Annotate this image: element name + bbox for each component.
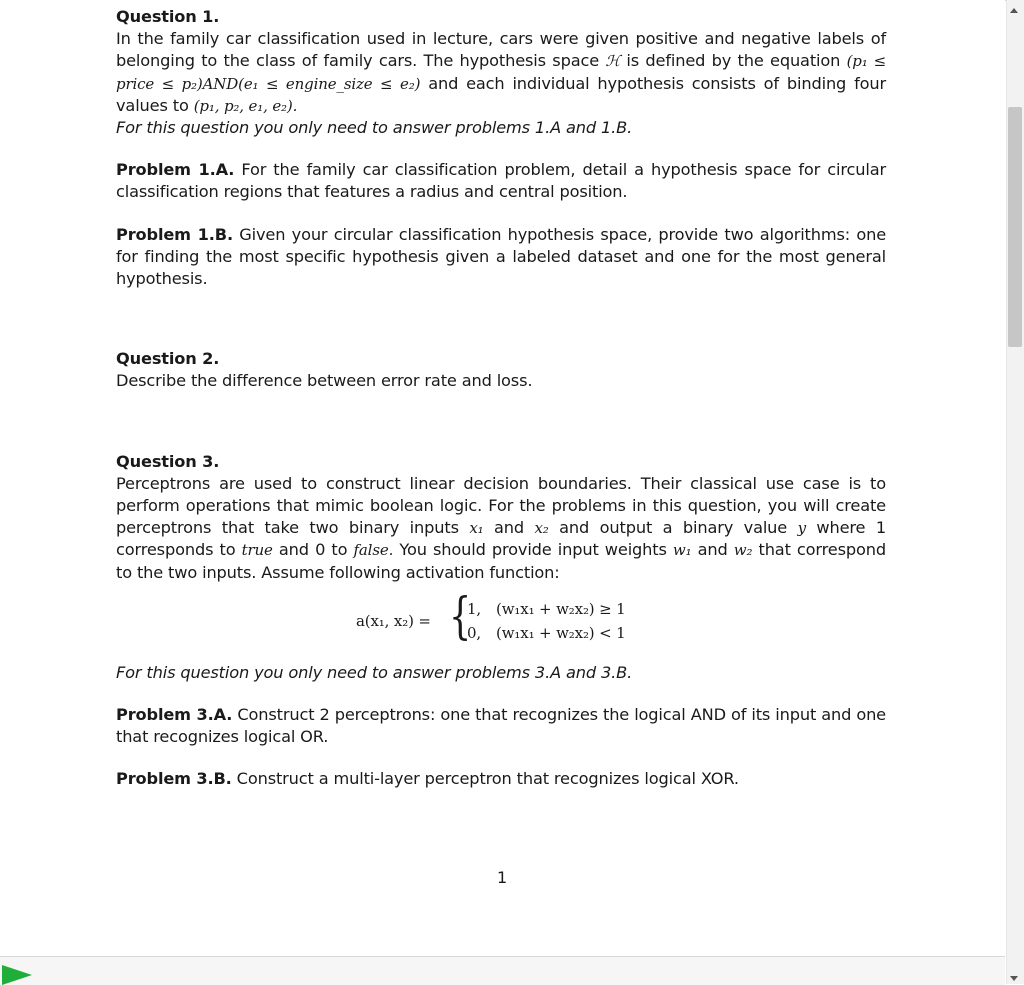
document-content <box>116 6 886 791</box>
hypothesis-space-symbol: ℋ <box>605 52 621 71</box>
problem-1a <box>116 159 886 203</box>
problem-1b-text: Given your circular classification hypothesis space, provide two algorithms: one for finding the most specific hypothesis given a labeled dataset and one for the most general hypothesis. <box>116 224 887 289</box>
problem-3a-label: Problem 3.A. <box>116 705 233 725</box>
problem-3b <box>116 768 886 790</box>
hypothesis-tuple: (p₁, p₂, e₁, e₂). <box>193 96 298 115</box>
problem-3b-text: Construct a multi-layer perceptron that recognizes logical XOR. <box>231 769 739 789</box>
scroll-down-arrow-icon[interactable] <box>1010 976 1018 981</box>
question-1-instruction: For this question you only need to answer problems 1.A and 1.B. <box>116 118 633 138</box>
q1-text-b: is defined by the equation <box>620 51 847 71</box>
q3-text-e: You should provide input weights <box>393 540 673 560</box>
problem-1a-text: For the family car classification problem, detail a hypothesis space for circular classification regions that features a radius and central position. <box>116 160 886 202</box>
question-1-body <box>116 28 886 117</box>
var-x1: x₁ <box>469 519 484 538</box>
bottom-toolbar <box>0 956 1005 985</box>
var-w2: w₂ <box>733 541 753 560</box>
q3-text-c: where 1 corresponds to <box>116 518 886 560</box>
page-number-text: 1 <box>497 868 508 887</box>
problem-1a-label: Problem 1.A. <box>116 160 235 180</box>
q1-text-a: In the family car classification used in lecture, cars were given positive and negative labels of belonging to the class of family cars. The hypothesis space <box>116 29 886 71</box>
activation-equation <box>116 586 886 654</box>
var-y: y <box>797 519 806 538</box>
problem-1b-label: Problem 1.B. <box>116 224 233 244</box>
question-3-instruction: For this question you only need to answer problems 3.A and 3.B. <box>116 662 633 682</box>
q3-text-f: that correspond to the two inputs. Assume following activation function: <box>116 540 886 582</box>
question-2-title: Question 2. <box>116 349 220 369</box>
question-3-title: Question 3. <box>116 451 220 471</box>
problem-1b <box>116 224 886 291</box>
problem-3a-text: Construct 2 perceptrons: one that recognizes the logical AND of its input and one that recognizes logical OR. <box>116 705 886 747</box>
word-false: false. <box>353 541 394 560</box>
q3-and-1: and <box>483 518 535 538</box>
q3-text-d: and 0 to <box>272 540 354 560</box>
equation-lhs: a(x₁, x₂) = <box>356 611 431 630</box>
equation-case-2-condition: (w₁x₁ + w₂x₂) < 1 <box>496 623 626 642</box>
q1-text-c: and each individual hypothesis consists of binding four values to <box>116 73 887 115</box>
play-icon[interactable] <box>2 965 32 985</box>
problem-3b-label: Problem 3.B. <box>116 769 232 789</box>
var-w1: w₁ <box>672 541 692 560</box>
scroll-up-arrow-icon[interactable] <box>1010 8 1018 13</box>
scrollbar-thumb[interactable] <box>1008 107 1022 347</box>
hypothesis-equation: (p₁ ≤ price ≤ p₂)AND(e₁ ≤ engine_size ≤ e₂) <box>116 52 887 93</box>
question-1-title: Question 1. <box>116 7 220 26</box>
q3-text-b: and output a binary value <box>548 518 798 538</box>
question-3-body <box>116 473 886 584</box>
equation-case-1-condition: (w₁x₁ + w₂x₂) ≥ 1 <box>496 599 626 618</box>
q3-and-2: and <box>691 540 734 560</box>
q3-text-a: Perceptrons are used to construct linear decision boundaries. Their classical use case is to perform operations that mimic boolean logic. For the problems in this question, you will create perceptrons that take two binary inputs <box>116 473 886 538</box>
problem-3a <box>116 704 886 748</box>
equation-case-1-value: 1, <box>467 599 482 618</box>
var-x2: x₂ <box>534 519 549 538</box>
equation-case-2-value: 0, <box>467 623 482 642</box>
equation-brace: { <box>449 586 472 645</box>
word-true: true <box>241 541 273 560</box>
question-2-body: Describe the difference between error rate and loss. <box>116 371 533 391</box>
